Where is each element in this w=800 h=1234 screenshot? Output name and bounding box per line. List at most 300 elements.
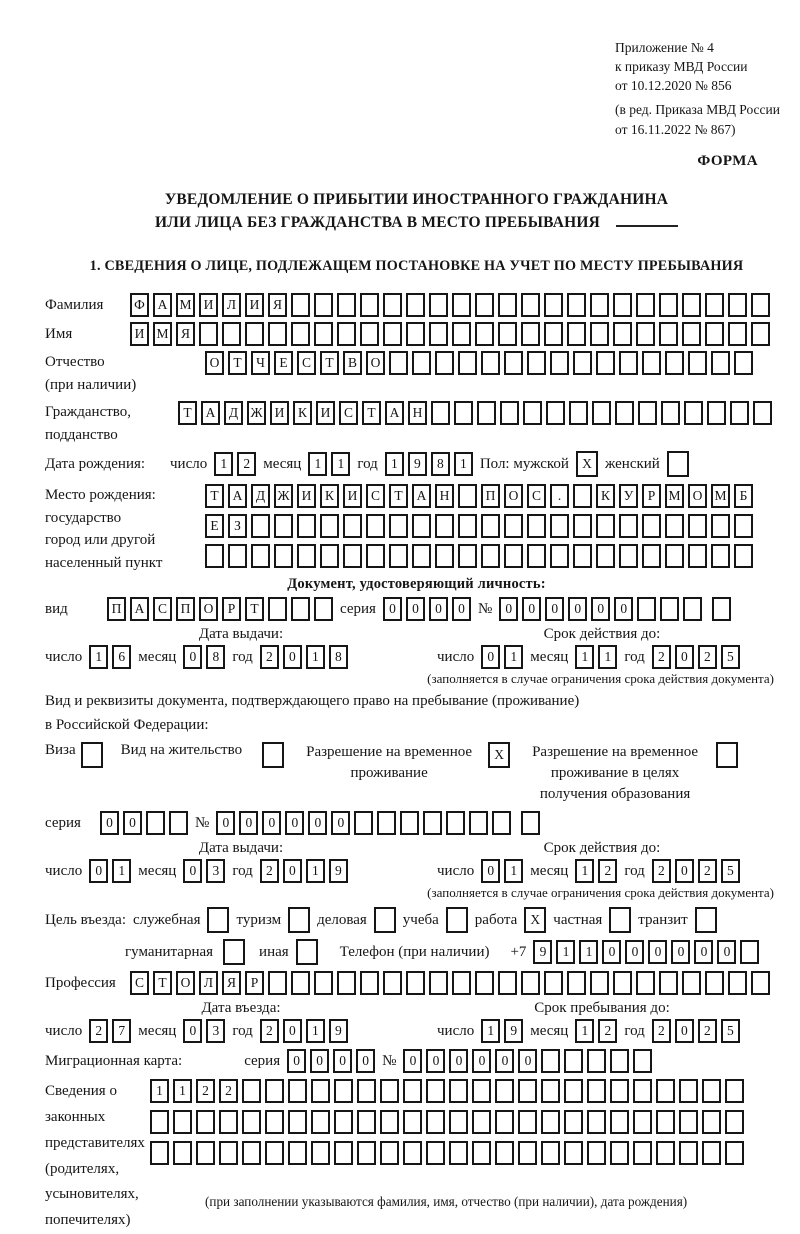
form-cell: 1 bbox=[331, 452, 350, 476]
form-cell bbox=[377, 811, 396, 835]
form-cell bbox=[573, 351, 592, 375]
form-cell bbox=[406, 322, 425, 346]
form-cell: 8 bbox=[329, 645, 348, 669]
birth-date-row bbox=[45, 451, 788, 477]
profession-label: Профессия bbox=[45, 975, 116, 992]
private-checkbox bbox=[609, 907, 631, 933]
form-cell: 1 bbox=[504, 645, 523, 669]
form-cell bbox=[619, 544, 638, 568]
sex-label: Пол: мужской bbox=[479, 455, 569, 472]
form-cell bbox=[679, 1141, 698, 1165]
citizenship-row bbox=[45, 401, 788, 446]
form-cell bbox=[730, 401, 749, 425]
form-cell: Д bbox=[251, 484, 270, 508]
form-cell bbox=[518, 1110, 537, 1134]
form-cell bbox=[567, 322, 586, 346]
form-cell bbox=[683, 597, 702, 621]
month-label: месяц bbox=[530, 648, 569, 665]
form-cell bbox=[596, 514, 615, 538]
form-cell bbox=[458, 514, 477, 538]
form-cell: 0 bbox=[625, 940, 644, 964]
form-cell bbox=[550, 544, 569, 568]
form-cell: Ф bbox=[130, 293, 149, 317]
form-cell: Л bbox=[199, 971, 218, 995]
form-cell: Я bbox=[176, 322, 195, 346]
birth-year-cells bbox=[385, 452, 473, 476]
form-cell: 1 bbox=[306, 645, 325, 669]
business-checkbox-cell bbox=[374, 907, 396, 933]
form-cell: 7 bbox=[112, 1019, 131, 1043]
form-cell: С bbox=[297, 351, 316, 375]
form-cell: 9 bbox=[533, 940, 552, 964]
year-label: год bbox=[357, 455, 378, 472]
form-cell bbox=[679, 1079, 698, 1103]
appendix-line: от 10.12.2020 № 856 bbox=[615, 78, 732, 94]
rvp-valid-year-cells bbox=[652, 859, 740, 883]
form-cell: 0 bbox=[481, 645, 500, 669]
form-cell bbox=[475, 971, 494, 995]
form-cell bbox=[619, 351, 638, 375]
form-cell bbox=[291, 597, 310, 621]
form-cell: Я bbox=[268, 293, 287, 317]
form-cell bbox=[619, 514, 638, 538]
form-cell bbox=[541, 1141, 560, 1165]
form-cell: 1 bbox=[385, 452, 404, 476]
visa-checkbox-cell bbox=[81, 742, 103, 768]
entry-year-cells bbox=[260, 1019, 348, 1043]
form-cell: 2 bbox=[260, 859, 279, 883]
form-cell bbox=[550, 514, 569, 538]
transit-checkbox bbox=[695, 907, 717, 933]
form-cell bbox=[219, 1110, 238, 1134]
form-cell bbox=[366, 514, 385, 538]
form-cell: Ж bbox=[274, 484, 293, 508]
title-line-2: ИЛИ ЛИЦА БЕЗ ГРАЖДАНСТВА В МЕСТО ПРЕБЫВАНИЯ bbox=[45, 211, 788, 234]
doc-issue-date-group bbox=[45, 645, 437, 669]
purpose-tourism-label: туризм bbox=[236, 911, 282, 928]
form-cell: А bbox=[201, 401, 220, 425]
form-cell bbox=[544, 971, 563, 995]
form-cell bbox=[343, 544, 362, 568]
legal-rep-cells-2 bbox=[150, 1110, 744, 1134]
form-cell: 0 bbox=[183, 645, 202, 669]
entry-dates-row bbox=[45, 1019, 788, 1043]
form-cell bbox=[711, 351, 730, 375]
visa-checkbox bbox=[81, 742, 103, 768]
form-cell: 9 bbox=[504, 1019, 523, 1043]
month-label: месяц bbox=[138, 862, 177, 879]
form-cell bbox=[660, 597, 679, 621]
form-cell bbox=[452, 322, 471, 346]
form-cell bbox=[751, 293, 770, 317]
form-cell bbox=[573, 514, 592, 538]
appendix-line: Приложение № 4 bbox=[615, 40, 714, 55]
form-cell bbox=[357, 1079, 376, 1103]
form-cell bbox=[334, 1110, 353, 1134]
form-cell bbox=[242, 1141, 261, 1165]
form-cell bbox=[636, 971, 655, 995]
form-cell: 6 bbox=[112, 645, 131, 669]
form-cell: 0 bbox=[452, 597, 471, 621]
form-cell: 0 bbox=[310, 1049, 329, 1073]
legal-rep-cells-3 bbox=[150, 1141, 744, 1165]
form-cell bbox=[357, 1110, 376, 1134]
form-cell: Т bbox=[389, 484, 408, 508]
form-cell: И bbox=[316, 401, 335, 425]
form-cell bbox=[633, 1049, 652, 1073]
form-cell bbox=[751, 322, 770, 346]
form-cell bbox=[458, 351, 477, 375]
form-cell bbox=[452, 293, 471, 317]
form-cell bbox=[360, 971, 379, 995]
form-cell: 1 bbox=[454, 452, 473, 476]
form-cell bbox=[251, 544, 270, 568]
form-cell: 0 bbox=[283, 1019, 302, 1043]
birth-day-cells bbox=[214, 452, 256, 476]
form-cell: 0 bbox=[403, 1049, 422, 1073]
form-cell bbox=[592, 401, 611, 425]
form-cell bbox=[656, 1079, 675, 1103]
form-cell bbox=[642, 514, 661, 538]
form-cell bbox=[403, 1079, 422, 1103]
form-cell bbox=[423, 811, 442, 835]
title-line-1: УВЕДОМЛЕНИЕ О ПРИБЫТИИ ИНОСТРАННОГО ГРАЖДАНИНА bbox=[164, 190, 669, 208]
form-cell: П bbox=[481, 484, 500, 508]
form-cell: 1 bbox=[89, 645, 108, 669]
form-cell bbox=[366, 544, 385, 568]
rvp-dates-row bbox=[45, 859, 788, 883]
form-cell: С bbox=[366, 484, 385, 508]
form-cell: И bbox=[199, 293, 218, 317]
form-cell bbox=[403, 1110, 422, 1134]
form-cell bbox=[481, 351, 500, 375]
doc-valid-until-header: Срок действия до: bbox=[543, 626, 661, 643]
form-cell bbox=[196, 1141, 215, 1165]
citizenship-cells bbox=[178, 401, 772, 425]
phone-label: Телефон (при наличии) bbox=[339, 943, 490, 960]
form-cell: 0 bbox=[333, 1049, 352, 1073]
doc-issue-date-header: Дата выдачи: bbox=[198, 626, 284, 643]
form-cell bbox=[527, 351, 546, 375]
rvp-number-label: № bbox=[195, 814, 210, 831]
form-cell bbox=[146, 811, 165, 835]
amendment-line: (в ред. Приказа МВД России bbox=[615, 102, 780, 118]
form-cell bbox=[495, 1079, 514, 1103]
form-cell bbox=[288, 1141, 307, 1165]
form-cell bbox=[702, 1141, 721, 1165]
form-cell: П bbox=[176, 597, 195, 621]
form-cell: . bbox=[550, 484, 569, 508]
form-cell: 0 bbox=[262, 811, 281, 835]
patronymic-label: Отчество (при наличии) bbox=[45, 354, 137, 393]
form-cell bbox=[228, 544, 247, 568]
rvp-issue-day-cells bbox=[89, 859, 131, 883]
form-cell bbox=[389, 351, 408, 375]
surname-row bbox=[45, 293, 788, 317]
form-cell bbox=[242, 1079, 261, 1103]
rvp-issue-month-cells bbox=[183, 859, 225, 883]
stay-until-group bbox=[437, 1019, 740, 1043]
tourism-checkbox-cell bbox=[288, 907, 310, 933]
form-cell: 8 bbox=[431, 452, 450, 476]
form-cell bbox=[383, 971, 402, 995]
rvp-date-headers bbox=[45, 840, 788, 857]
form-cell: К bbox=[320, 484, 339, 508]
residence-doc-checkbox-row bbox=[45, 742, 788, 805]
form-cell bbox=[707, 401, 726, 425]
form-cell: 2 bbox=[219, 1079, 238, 1103]
doc-type-row bbox=[45, 597, 788, 621]
form-cell: 0 bbox=[239, 811, 258, 835]
month-label: месяц bbox=[138, 1022, 177, 1039]
form-cell bbox=[633, 1141, 652, 1165]
form-cell bbox=[740, 940, 759, 964]
form-cell: 2 bbox=[698, 859, 717, 883]
form-cell bbox=[435, 544, 454, 568]
form-cell: Р bbox=[222, 597, 241, 621]
form-cell bbox=[314, 293, 333, 317]
mig-series-label: серия bbox=[244, 1052, 281, 1069]
birth-date-label: Дата рождения: bbox=[45, 455, 146, 472]
form-cell: М bbox=[711, 484, 730, 508]
form-cell: 0 bbox=[518, 1049, 537, 1073]
temp-residence-edu-checkbox bbox=[716, 742, 738, 768]
form-cell bbox=[150, 1141, 169, 1165]
form-cell bbox=[527, 514, 546, 538]
form-cell: 1 bbox=[112, 859, 131, 883]
form-cell bbox=[169, 811, 188, 835]
form-cell bbox=[268, 597, 287, 621]
form-cell bbox=[268, 971, 287, 995]
patronymic-row bbox=[45, 351, 788, 396]
form-cell bbox=[573, 484, 592, 508]
form-cell bbox=[354, 811, 373, 835]
mig-number-label: № bbox=[382, 1052, 397, 1069]
form-cell bbox=[546, 401, 565, 425]
form-cell: 0 bbox=[675, 1019, 694, 1043]
form-cell: 0 bbox=[675, 645, 694, 669]
form-cell: 2 bbox=[652, 859, 671, 883]
phone-digit-cells bbox=[533, 940, 759, 964]
form-cell bbox=[702, 1110, 721, 1134]
residence-doc-line-1: Вид и реквизиты документа, подтверждающего право на пребывание (проживание) bbox=[45, 693, 580, 710]
form-cell bbox=[481, 544, 500, 568]
legal-rep-cells-1 bbox=[150, 1079, 744, 1103]
doc-valid-year-cells bbox=[652, 645, 740, 669]
year-label: год bbox=[232, 862, 253, 879]
form-cell: 1 bbox=[481, 1019, 500, 1043]
purpose-humanitarian-label: гуманитарная bbox=[125, 943, 214, 960]
form-cell bbox=[753, 401, 772, 425]
form-cell bbox=[656, 1110, 675, 1134]
form-cell bbox=[380, 1079, 399, 1103]
form-cell bbox=[389, 544, 408, 568]
form-cell bbox=[500, 401, 519, 425]
form-cell bbox=[400, 811, 419, 835]
form-cell: О bbox=[366, 351, 385, 375]
form-cell bbox=[523, 401, 542, 425]
purpose-study-label: учеба bbox=[402, 911, 439, 928]
rvp-valid-until-header: Срок действия до: bbox=[543, 840, 661, 857]
form-cell: 0 bbox=[183, 1019, 202, 1043]
form-cell bbox=[518, 1141, 537, 1165]
form-cell bbox=[173, 1110, 192, 1134]
form-cell bbox=[481, 514, 500, 538]
form-cell: З bbox=[228, 514, 247, 538]
form-cell bbox=[661, 401, 680, 425]
form-cell bbox=[711, 544, 730, 568]
work-checkbox bbox=[524, 907, 546, 933]
page-title bbox=[45, 188, 788, 235]
form-cell bbox=[659, 322, 678, 346]
form-cell: О bbox=[504, 484, 523, 508]
day-label: число bbox=[170, 455, 208, 472]
month-label: месяц bbox=[530, 862, 569, 879]
doc-number-label: № bbox=[477, 600, 493, 617]
birth-place-cells-1 bbox=[205, 484, 753, 508]
form-cell bbox=[734, 351, 753, 375]
form-cell bbox=[337, 293, 356, 317]
form-cell: 0 bbox=[383, 597, 402, 621]
form-cell bbox=[449, 1079, 468, 1103]
patronymic-cells bbox=[205, 351, 753, 375]
form-cell bbox=[426, 1141, 445, 1165]
doc-date-headers bbox=[45, 626, 788, 643]
form-cell bbox=[596, 351, 615, 375]
rvp-valid-note: (заполняется в случае ограничения срока действия документа) bbox=[427, 885, 774, 901]
form-cell: М bbox=[153, 322, 172, 346]
form-cell bbox=[610, 1110, 629, 1134]
form-cell: О bbox=[199, 597, 218, 621]
form-cell: К bbox=[596, 484, 615, 508]
section1-heading: 1. СВЕДЕНИЯ О ЛИЦЕ, ПОДЛЕЖАЩЕМ ПОСТАНОВКЕ НА УЧЕТ ПО МЕСТУ ПРЕБЫВАНИЯ bbox=[89, 258, 744, 275]
form-cell: В bbox=[343, 351, 362, 375]
form-cell: 2 bbox=[652, 1019, 671, 1043]
migration-card-label: Миграционная карта: bbox=[45, 1052, 183, 1069]
form-cell bbox=[357, 1141, 376, 1165]
form-cell bbox=[498, 293, 517, 317]
temp-residence-checkbox bbox=[488, 742, 510, 768]
residence-permit-label: Вид на жительство bbox=[120, 742, 243, 759]
doc-type-label: вид bbox=[45, 601, 68, 618]
name-cells bbox=[130, 322, 770, 346]
form-cell: 2 bbox=[698, 645, 717, 669]
form-cell bbox=[636, 293, 655, 317]
birth-month-cells bbox=[308, 452, 350, 476]
form-cell bbox=[380, 1141, 399, 1165]
form-cell bbox=[702, 1079, 721, 1103]
form-cell: А bbox=[228, 484, 247, 508]
form-cell bbox=[265, 1141, 284, 1165]
form-cell bbox=[596, 544, 615, 568]
form-cell bbox=[564, 1079, 583, 1103]
form-cell bbox=[541, 1079, 560, 1103]
form-cell bbox=[615, 401, 634, 425]
form-cell: 1 bbox=[575, 859, 594, 883]
form-cell: 2 bbox=[260, 1019, 279, 1043]
entry-date-header: Дата въезда: bbox=[201, 1000, 281, 1017]
form-cell bbox=[291, 322, 310, 346]
transit-checkbox-cell bbox=[695, 907, 717, 933]
form-cell: Р bbox=[245, 971, 264, 995]
form-cell bbox=[665, 514, 684, 538]
form-cell: У bbox=[619, 484, 638, 508]
mig-number-cells bbox=[403, 1049, 652, 1073]
form-cell bbox=[219, 1141, 238, 1165]
form-cell bbox=[682, 293, 701, 317]
form-cell bbox=[435, 514, 454, 538]
form-cell: 2 bbox=[652, 645, 671, 669]
form-cell bbox=[199, 322, 218, 346]
form-cell bbox=[477, 401, 496, 425]
form-cell: 2 bbox=[89, 1019, 108, 1043]
rvp-series-label: серия bbox=[45, 815, 81, 832]
form-cell: 1 bbox=[214, 452, 233, 476]
other-checkbox-cell bbox=[296, 939, 318, 965]
day-label: число bbox=[437, 648, 475, 665]
appendix-line: к приказу МВД России bbox=[615, 59, 748, 75]
form-cell: К bbox=[293, 401, 312, 425]
form-cell bbox=[613, 971, 632, 995]
form-cell bbox=[504, 351, 523, 375]
rvp-issue-year-cells bbox=[260, 859, 348, 883]
form-cell: Т bbox=[205, 484, 224, 508]
residence-permit-checkbox bbox=[262, 742, 284, 768]
form-cell bbox=[311, 1141, 330, 1165]
form-cell bbox=[311, 1079, 330, 1103]
form-cell bbox=[587, 1141, 606, 1165]
doc-valid-day-cells bbox=[481, 645, 523, 669]
form-cell bbox=[659, 971, 678, 995]
doc-issue-day-cells bbox=[89, 645, 131, 669]
rvp-issue-date-header: Дата выдачи: bbox=[198, 840, 284, 857]
form-cell bbox=[728, 293, 747, 317]
form-cell bbox=[637, 597, 656, 621]
stay-day-cells bbox=[481, 1019, 523, 1043]
form-cell: 5 bbox=[721, 645, 740, 669]
form-cell bbox=[288, 1110, 307, 1134]
form-cell: 0 bbox=[123, 811, 142, 835]
form-cell bbox=[544, 322, 563, 346]
form-cell bbox=[518, 1079, 537, 1103]
form-cell bbox=[412, 351, 431, 375]
doc-valid-date-group bbox=[437, 645, 740, 669]
doc-valid-month-cells bbox=[575, 645, 617, 669]
purpose-private-label: частная bbox=[553, 911, 603, 928]
form-cell: Б bbox=[734, 484, 753, 508]
form-cell bbox=[383, 293, 402, 317]
migration-card-row bbox=[45, 1049, 788, 1073]
form-cell: 2 bbox=[237, 452, 256, 476]
private-checkbox-cell bbox=[609, 907, 631, 933]
form-cell: 0 bbox=[675, 859, 694, 883]
rvp-valid-day-cells bbox=[481, 859, 523, 883]
form-cell bbox=[751, 971, 770, 995]
form-cell bbox=[196, 1110, 215, 1134]
legal-rep-cells-block bbox=[150, 1079, 744, 1165]
form-cell bbox=[205, 544, 224, 568]
form-cell bbox=[475, 322, 494, 346]
day-label: число bbox=[45, 862, 83, 879]
form-cell: А bbox=[385, 401, 404, 425]
form-cell bbox=[458, 484, 477, 508]
legal-rep-row bbox=[45, 1079, 788, 1234]
day-label: число bbox=[437, 862, 475, 879]
form-cell: 0 bbox=[285, 811, 304, 835]
form-cell bbox=[636, 322, 655, 346]
form-cell: 0 bbox=[426, 1049, 445, 1073]
form-cell: И bbox=[245, 293, 264, 317]
